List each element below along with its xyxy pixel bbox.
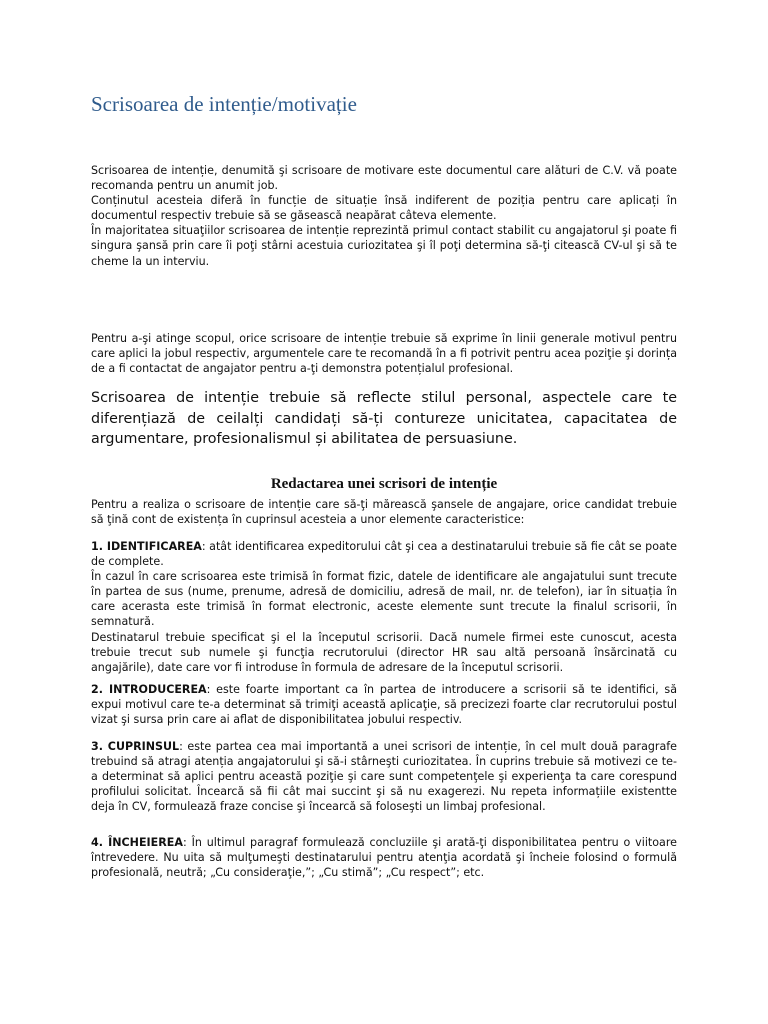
intro-paragraph-3: În majoritatea situaţiilor scrisoarea de intenție reprezintă primul contact stabilit cu angajatorul şi poate fi singura şansă prin care îi poţi stârni acestuia curiozitatea şi îl poţi determina să-ţi citească CV-ul şi să te cheme la un interviu. (91, 224, 677, 268)
identification-paragraph (91, 539, 677, 569)
section-heading: Redactarea unei scrisori de intenție (270, 476, 498, 492)
intro-paragraph-1: Scrisoarea de intenție, denumită şi scrisoare de motivare este documentul care alături de C.V. vă poate recomanda pentru un anumit job. (91, 164, 677, 193)
identification-paragraph-3: Destinatarul trebuie specificat şi el la începutul scrisorii. Dacă numele firmei este cunoscut, acesta trebuie trecut sub numele şi funcţia recrutorului (director HR sau altă persoană însărcinată cu angajările), date care vor fi introduse în formula de adresare de la începutul scrisorii. (91, 630, 677, 674)
introduction-section (91, 682, 677, 727)
identification-text: : atât identificarea expeditorului cât şi cea a destinatarului trebuie să fie cât se poate de complete. (91, 540, 677, 569)
content-paragraph (91, 739, 677, 814)
lead-paragraph: Pentru a realiza o scrisoare de intenție care să-ţi mărească şansele de angajare, orice candidat trebuie să ţină cont de existența în cuprinsul acesteia a unor elemente caracteristice: (91, 498, 677, 527)
scope-paragraph: Pentru a-şi atinge scopul, orice scrisoare de intenție trebuie să exprime în linii generale motivul pentru care aplici la jobul respectiv, argumentele care te recomandă în a fi potrivit pentru acea poziţie şi dorința de a fi contactat de angajator pentru a-ţi demonstra potențialul profesional. (91, 332, 677, 376)
closing-label: 4. ÎNCHEIEREA (91, 836, 183, 849)
content-text: : este partea cea mai importantă a unei scrisori de intenție, în cel mult două paragrafe trebuind să atragi atenția angajatorului şi să-i stârneşti curiozitatea. În cuprins trebuie să motivezi ce te-a determinat să aplici pentru această poziţie şi care sunt competenţele şi experienţa ta care corespund profilului solicitat. Încearcă să fii cât mai succint şi să nu exagerezi. Nu repeta informațiile existentte deja în CV, formulează fraze concise şi încearcă să foloseşti un limbaj profesional. (91, 740, 677, 814)
closing-paragraph (91, 835, 677, 880)
identification-label: 1. IDENTIFICAREA (91, 540, 202, 553)
identification-paragraph-2: În cazul în care scrisoarea este trimisă în format fizic, datele de identificare ale angajatului sunt trecute în partea de sus (nume, prenume, adresă de domiciliu, adresă de mail, nr. de telefon), iar în situația în care acerasta este trimisă în format electronic, aceste elemente sunt trecute la finalul scrisorii, în semnatură. (91, 570, 677, 629)
introduction-text: : este foarte important ca în partea de introducere a scrisorii să te identifici, să expui motivul care te-a determinat să trimiţi această aplicaţie, să precizezi foarte clar recrutorului postul vizat şi sursa prin care ai aflat de disponibilitatea jobului respectiv. (91, 683, 677, 727)
introduction-paragraph (91, 682, 677, 727)
introduction-label: 2. INTRODUCEREA (91, 683, 207, 696)
content-section (91, 739, 677, 814)
content-label: 3. CUPRINSUL (91, 740, 180, 753)
page-title: Scrisoarea de intenție/motivație (91, 92, 357, 116)
intro-section (91, 163, 677, 269)
closing-text: : În ultimul paragraf formulează concluziile şi arată-ţi disponibilitatea pentru o viitoare întrevedere. Nu uita să mulţumeşti destinatarului pentru atenţia acordată şi încheie folosind o formulă profesională, neutră; „Cu consideraţie,”; „Cu stimă”; „Cu respect”; etc. (91, 836, 677, 880)
intro-paragraph-2: Conținutul acesteia diferă în funcție de situație însă indiferent de poziția pentru care aplicați în documentul respectiv trebuie să se găsească neapărat câteva elemente. (91, 194, 677, 223)
closing-section (91, 835, 677, 880)
identification-section (91, 539, 677, 675)
reflect-paragraph: Scrisoarea de intenție trebuie să reflecte stilul personal, aspectele care te diferențiază de ceilalți candidați să-ți contureze unicitatea, capacitatea de argumentare, profesionalismul și abilitatea de persuasiune. (91, 390, 677, 447)
